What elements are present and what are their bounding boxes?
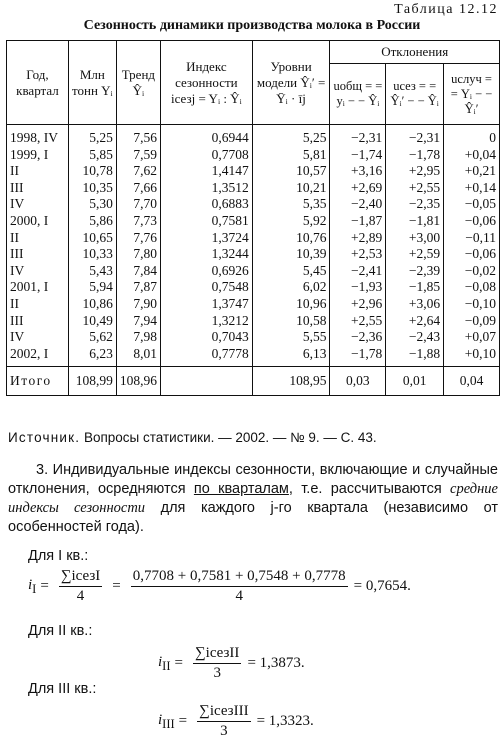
formula-q2-lhs-sub: II [162, 658, 171, 673]
table-cell: 7,87 [116, 279, 160, 296]
table-cell: 0 [444, 125, 500, 147]
table-cell: 10,33 [68, 246, 116, 263]
table-cell: −0,09 [444, 313, 500, 330]
total-cell: 0,01 [386, 367, 444, 396]
table-cell: 1,3212 [160, 313, 252, 330]
table-cell: 10,96 [252, 296, 330, 313]
table-cell: 2002, I [7, 346, 69, 367]
table-cell: +3,06 [386, 296, 444, 313]
table-cell: −0,11 [444, 230, 500, 247]
table-cell: −2,35 [386, 196, 444, 213]
formula-q1-num: ∑iсезI [59, 568, 102, 587]
source-text: Вопросы статистики. — 2002. — № 9. — С. 43. [83, 430, 377, 445]
table-cell: 7,90 [116, 296, 160, 313]
table-cell: 5,55 [252, 329, 330, 346]
formula-q2-num: ∑iсезII [193, 645, 241, 664]
table-cell: 5,25 [252, 125, 330, 147]
table-cell: +0,14 [444, 180, 500, 197]
table-row [7, 180, 500, 197]
table-cell: 5,92 [252, 213, 330, 230]
formula-q2: $i_{II}$ = $\frac{\text{∑iсезII}}{3}$ = 1,3873. [158, 645, 305, 681]
table-row [7, 346, 500, 367]
table-row [7, 163, 500, 180]
table-cell: −1,87 [330, 213, 386, 230]
table-cell: +0,21 [444, 163, 500, 180]
formula-q3-frac [197, 703, 250, 740]
table-cell: +2,95 [386, 163, 444, 180]
table-cell: 10,65 [68, 230, 116, 247]
table-cell: −2,41 [330, 263, 386, 280]
table-cell: −1,74 [330, 147, 386, 164]
formula-q2-lhs-var: i [158, 653, 163, 670]
table-cell: 0,7043 [160, 329, 252, 346]
formula-q1: $i_I$ = $\frac{\text{∑iсезI}}{4}$ = $\frac{0,7708 + 0,7581 + 0,7548 + 0,7778}{4}$ = 0,7654. [28, 568, 411, 604]
paragraph-text-3: для каждого j-го квартала (независимо от особенностей года). [8, 500, 498, 535]
table-cell: 0,7708 [160, 147, 252, 164]
table-cell: −2,39 [386, 263, 444, 280]
formula-q2-den: 3 [213, 665, 221, 681]
table-cell: 1999, I [7, 147, 69, 164]
table-cell: 5,43 [68, 263, 116, 280]
table-cell: −0,02 [444, 263, 500, 280]
formula-q2-result: = 1,3873. [247, 655, 305, 671]
header-model-levels: Уровни модели Ŷᵢ′ = Ȳᵢ · īj [252, 41, 330, 125]
table-cell: 7,62 [116, 163, 160, 180]
table-cell: 5,94 [68, 279, 116, 296]
table-cell: +2,69 [330, 180, 386, 197]
table-cell: 7,80 [116, 246, 160, 263]
table-row [7, 125, 500, 147]
table-cell: 7,98 [116, 329, 160, 346]
total-cell: Итого [7, 367, 69, 396]
table-cell: +2,55 [386, 180, 444, 197]
formula-q1-frac2 [131, 568, 348, 605]
header-trend: Тренд Ŷᵢ [116, 41, 160, 125]
table-cell: 5,30 [68, 196, 116, 213]
table-cell: 1,3244 [160, 246, 252, 263]
table-cell: −2,43 [386, 329, 444, 346]
table-cell: 10,58 [252, 313, 330, 330]
formula-q1-lhs-var: i [28, 576, 33, 593]
table-cell: 0,7778 [160, 346, 252, 367]
table-cell: 1,3747 [160, 296, 252, 313]
formula-q1-lhs-sub: I [32, 581, 37, 596]
table-cell: 5,85 [68, 147, 116, 164]
table-cell: −1,88 [386, 346, 444, 367]
table-cell: III [7, 246, 69, 263]
table-cell: +2,53 [330, 246, 386, 263]
table-cell: 2001, I [7, 279, 69, 296]
table-cell: 5,86 [68, 213, 116, 230]
table-cell: +0,04 [444, 147, 500, 164]
table-cell: +2,89 [330, 230, 386, 247]
table-cell: 5,25 [68, 125, 116, 147]
header-dev-season: uсез = = Ŷᵢ′ − − Ŷᵢ [386, 64, 444, 125]
table-number: Таблица 12.12 [394, 2, 498, 17]
total-cell: 0,04 [444, 367, 500, 396]
table-row [7, 263, 500, 280]
table-cell: +2,96 [330, 296, 386, 313]
table-cell: IV [7, 263, 69, 280]
table-cell: III [7, 313, 69, 330]
table-cell: 10,21 [252, 180, 330, 197]
table-cell: +3,00 [386, 230, 444, 247]
table-cell: 5,45 [252, 263, 330, 280]
total-cell: 108,99 [68, 367, 116, 396]
table-cell: −2,31 [386, 125, 444, 147]
table-cell: II [7, 296, 69, 313]
table-cell: −0,10 [444, 296, 500, 313]
table-cell: 8,01 [116, 346, 160, 367]
formula-label-q3: Для III кв.: [28, 681, 97, 697]
total-cell [160, 367, 252, 396]
table-cell: +3,16 [330, 163, 386, 180]
paragraph-3 [8, 461, 498, 537]
paragraph-text-1: 3. Индивидуальные индексы сезонности, включающие и случайные отклонения, осредняются [8, 462, 498, 497]
formula-q3-lhs-sub: III [162, 716, 175, 731]
table-cell: 0,7581 [160, 213, 252, 230]
table-cell: II [7, 230, 69, 247]
table-cell: +0,07 [444, 329, 500, 346]
table-row [7, 279, 500, 296]
table-cell: 6,13 [252, 346, 330, 367]
table-cell: 1,3724 [160, 230, 252, 247]
table-title: Сезонность динамики производства молока в России [83, 18, 421, 33]
formula-q3-lhs [158, 712, 175, 732]
formula-q3-num: ∑iсезIII [197, 703, 250, 722]
formula-label-q2: Для II кв.: [28, 623, 93, 639]
table-cell: II [7, 163, 69, 180]
table-cell: 1,4147 [160, 163, 252, 180]
formula-q2-lhs [158, 654, 171, 674]
header-season-index: Индекс сезонности iсезj = Yᵢ : Ŷᵢ [160, 41, 252, 125]
formula-q1-result: = 0,7654. [353, 578, 411, 594]
table-row [7, 246, 500, 263]
table-cell: −1,93 [330, 279, 386, 296]
formula-q3-result: = 1,3323. [256, 713, 314, 729]
table-cell: 5,62 [68, 329, 116, 346]
header-deviations: Отклонения [330, 41, 500, 64]
table-cell: 7,66 [116, 180, 160, 197]
table-cell: +2,55 [330, 313, 386, 330]
table-cell: 0,6944 [160, 125, 252, 147]
table-cell: 10,57 [252, 163, 330, 180]
table-cell: 0,6926 [160, 263, 252, 280]
formula-q2-frac [193, 645, 241, 682]
header-dev-total: uобщ = = yᵢ − − Ŷᵢ [330, 64, 386, 125]
table-cell: −1,78 [386, 147, 444, 164]
table-cell: 5,35 [252, 196, 330, 213]
table-cell: 7,84 [116, 263, 160, 280]
table-cell: IV [7, 329, 69, 346]
formula-label-q1: Для I кв.: [28, 548, 89, 564]
paragraph-underlined: по кварталам [193, 481, 289, 497]
table-cell: 7,94 [116, 313, 160, 330]
table-cell: −1,85 [386, 279, 444, 296]
header-period: Год, квартал [7, 41, 69, 125]
table-cell: 10,39 [252, 246, 330, 263]
table-row [7, 329, 500, 346]
formula-q3-den: 3 [220, 723, 228, 739]
table-cell: 7,59 [116, 147, 160, 164]
formula-q1-lhs [28, 577, 36, 597]
table-row [7, 213, 500, 230]
total-cell: 108,96 [116, 367, 160, 396]
table-cell: 10,78 [68, 163, 116, 180]
table-row [7, 196, 500, 213]
paragraph-text-2: , т.е. рассчитываются [288, 481, 451, 497]
table-row [7, 296, 500, 313]
table-cell: −0,06 [444, 213, 500, 230]
table-cell: 7,70 [116, 196, 160, 213]
table-cell: 10,49 [68, 313, 116, 330]
table-cell: −2,36 [330, 329, 386, 346]
paragraph-italic: средние индексы сезонности [8, 481, 498, 516]
table-row [7, 313, 500, 330]
formula-q1-num2: 0,7708 + 0,7581 + 0,7548 + 0,7778 [131, 568, 348, 587]
table-cell: 10,76 [252, 230, 330, 247]
table-cell: 0,7548 [160, 279, 252, 296]
table-cell: III [7, 180, 69, 197]
formula-q3-lhs-var: i [158, 711, 163, 728]
table-cell: 1,3512 [160, 180, 252, 197]
table-cell: −0,08 [444, 279, 500, 296]
table-cell: 0,6883 [160, 196, 252, 213]
total-row [7, 367, 500, 396]
table-cell: IV [7, 196, 69, 213]
table-cell: 5,81 [252, 147, 330, 164]
table-cell: −0,06 [444, 246, 500, 263]
table-cell: +0,10 [444, 346, 500, 367]
milk-production-table [6, 40, 500, 396]
table-cell: 7,76 [116, 230, 160, 247]
table-cell: 10,35 [68, 180, 116, 197]
source-label: Источник. [8, 430, 81, 445]
header-mln-t: Млн тонн Yᵢ [68, 41, 116, 125]
table-cell: 6,02 [252, 279, 330, 296]
table-cell: −1,81 [386, 213, 444, 230]
table-row [7, 230, 500, 247]
table-cell: +2,59 [386, 246, 444, 263]
table-cell: +2,64 [386, 313, 444, 330]
formula-q1-den: 4 [76, 588, 85, 604]
table-cell: −1,78 [330, 346, 386, 367]
table-cell: 10,86 [68, 296, 116, 313]
table-cell: −0,05 [444, 196, 500, 213]
table-cell: −2,31 [330, 125, 386, 147]
table-cell: 7,73 [116, 213, 160, 230]
table-cell: 7,56 [116, 125, 160, 147]
table-cell: 6,23 [68, 346, 116, 367]
total-cell: 0,03 [330, 367, 386, 396]
formula-q1-den2: 4 [235, 588, 243, 604]
formula-q3: $i_{III}$ = $\frac{\text{∑iсезIII}}{3}$ = 1,3323. [158, 703, 314, 739]
table-cell: 1998, IV [7, 125, 69, 147]
table-cell: 2000, I [7, 213, 69, 230]
source-note [8, 430, 377, 445]
formula-q1-frac [59, 568, 102, 605]
table-cell: −2,40 [330, 196, 386, 213]
total-cell: 108,95 [252, 367, 330, 396]
header-dev-random: uслуч = = Yᵢ − − Ŷᵢ′ [444, 64, 500, 125]
table-row [7, 147, 500, 164]
